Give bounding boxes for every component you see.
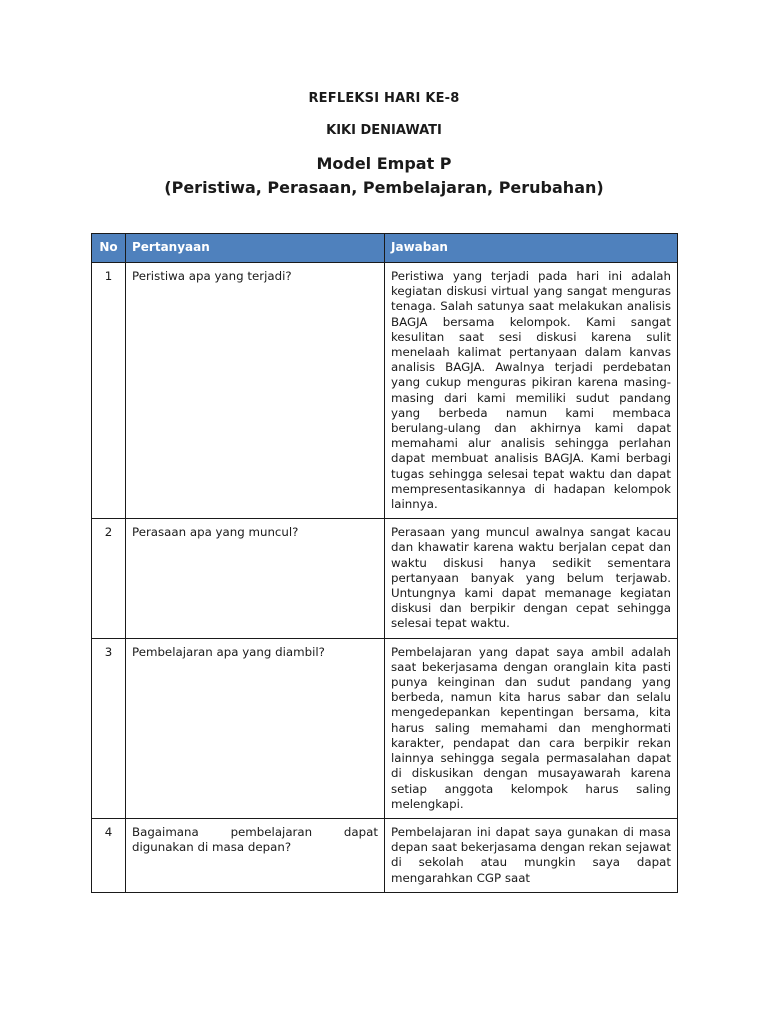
column-header-answer: Jawaban xyxy=(385,234,678,263)
row-number: 4 xyxy=(92,818,126,892)
answer-cell: Perasaan yang muncul awalnya sangat kacau dan khawatir karena waktu berjalan cepat dan waktu diskusi hanya sedikit sementara pertanyaan banyak yang belum terjawab. Untungnya kami dapat memanage kegiatan diskusi dan berpikir dengan cepat sehingga selesai tepat waktu. xyxy=(385,519,678,638)
table-row xyxy=(92,818,678,892)
row-number: 2 xyxy=(92,519,126,638)
author-name: KIKI DENIAWATI xyxy=(326,123,442,138)
table-row xyxy=(92,638,678,818)
page-title: Model Empat P xyxy=(316,154,452,173)
reflection-table xyxy=(91,233,678,893)
column-header-question: Pertanyaan xyxy=(126,234,385,263)
reflection-day-heading: REFLEKSI HARI KE-8 xyxy=(308,91,460,106)
row-number: 1 xyxy=(92,263,126,519)
answer-cell: Pembelajaran ini dapat saya gunakan di masa depan saat bekerjasama dengan rekan sejawat di sekolah atau mungkin saya dapat mengarahkan CGP saat xyxy=(385,818,678,892)
question-cell: Peristiwa apa yang terjadi? xyxy=(126,263,385,519)
question-cell: Perasaan apa yang muncul? xyxy=(126,519,385,638)
table-header-row xyxy=(92,234,678,263)
row-number: 3 xyxy=(92,638,126,818)
table-row xyxy=(92,519,678,638)
question-cell: Bagaimana pembelajaran dapat digunakan di masa depan? xyxy=(126,818,385,892)
answer-cell: Pembelajaran yang dapat saya ambil adalah saat bekerjasama dengan oranglain kita pasti punya keinginan dan sudut pandang yang berbeda, namun kita harus sabar dan selalu mengedepankan kepentingan bersama, kita harus saling memahami dan menghormati karakter, pendapat dan cara berpikir rekan lainnya sehingga segala permasalahan dapat di diskusikan dengan musayawarah karena setiap anggota kelompok harus saling melengkapi. xyxy=(385,638,678,818)
answer-cell: Peristiwa yang terjadi pada hari ini adalah kegiatan diskusi virtual yang sangat menguras tenaga. Salah satunya saat melakukan analisis BAGJA bersama kelompok. Kami sangat kesulitan saat sesi diskusi karena sulit menelaah kalimat pertanyaan dalam kanvas analisis BAGJA. Awalnya terjadi perdebatan yang cukup menguras pikiran karena masing-masing dari kami memiliki sudut pandang yang berbeda namun kami membaca berulang-ulang dan akhirnya kami dapat memahami alur analisis sehingga perlahan dapat membuat analisis BAGJA. Kami berbagi tugas sehingga selesai tepat waktu dan dapat mempresentasikannya di hadapan kelompok lainnya. xyxy=(385,263,678,519)
table-row xyxy=(92,263,678,519)
page-subtitle: (Peristiwa, Perasaan, Pembelajaran, Perubahan) xyxy=(164,178,604,197)
question-cell: Pembelajaran apa yang diambil? xyxy=(126,638,385,818)
column-header-no: No xyxy=(92,234,126,263)
